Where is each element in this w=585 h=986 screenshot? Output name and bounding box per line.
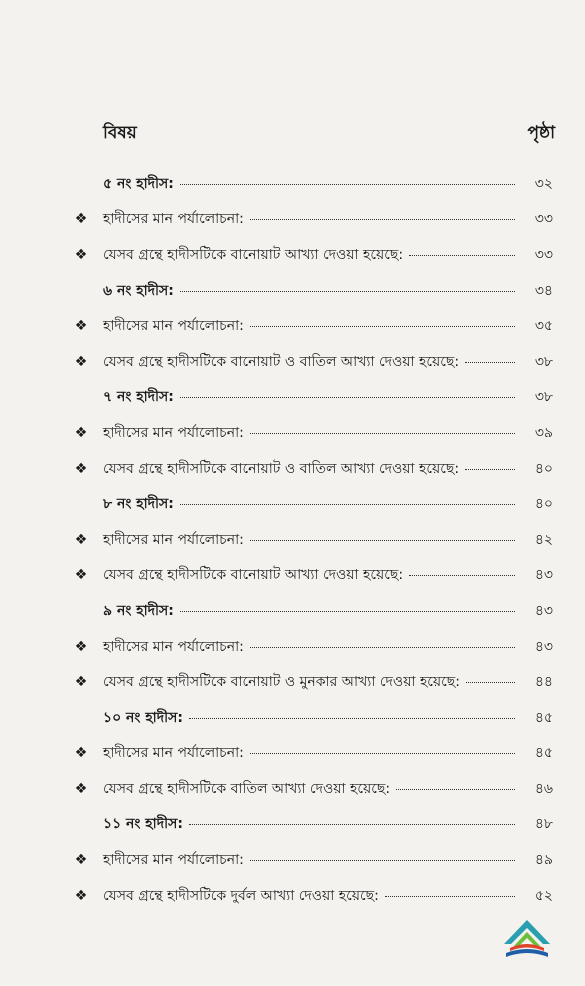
toc-entry-page: ৪৮ — [534, 816, 553, 833]
diamond-bullet-icon: ❖ — [74, 424, 88, 441]
diamond-bullet-icon: ❖ — [74, 887, 88, 904]
toc-entry-title: ৮ নং হাদীস: — [103, 496, 174, 513]
toc-entry-title: ৬ নং হাদীস: — [103, 282, 174, 299]
toc-entry-page: ৪৬ — [534, 780, 553, 797]
dot-leader — [250, 647, 515, 648]
diamond-bullet-icon: ❖ — [74, 674, 88, 691]
diamond-bullet-icon: ❖ — [74, 211, 88, 228]
toc-entry-page: ৪২ — [534, 531, 553, 548]
toc-entry[interactable] — [0, 593, 585, 629]
toc-entry-title: যেসব গ্রন্থে হাদীসটিকে বানোয়াট ও বাতিল আখ্যা দেওয়া হয়েছে: — [103, 460, 460, 477]
toc-entry-title: যেসব গ্রন্থে হাদীসটিকে বানোয়াট আখ্যা দেওয়া হয়েছে: — [103, 567, 404, 584]
diamond-bullet-icon: ❖ — [74, 460, 88, 477]
toc-entry-page: ৩৩ — [534, 246, 553, 263]
toc-entry[interactable] — [0, 344, 585, 380]
toc-entry-page: ৪০ — [534, 460, 553, 477]
dot-leader — [180, 611, 515, 612]
dot-leader — [465, 469, 515, 470]
dot-leader — [409, 575, 515, 576]
toc-entry-title: যেসব গ্রন্থে হাদীসটিকে বানোয়াট ও মুনকার আখ্যা দেওয়া হয়েছে: — [103, 674, 461, 691]
toc-entry-title: ৭ নং হাদীস: — [103, 389, 174, 406]
dot-leader — [396, 789, 515, 790]
dot-leader — [250, 540, 515, 541]
toc-entry-page: ৫২ — [534, 887, 553, 904]
dot-leader — [465, 362, 515, 363]
toc-entry[interactable] — [0, 308, 585, 344]
toc-entry-page: ৩৪ — [534, 282, 553, 299]
dot-leader — [250, 326, 515, 327]
toc-entry-page: ৩৫ — [534, 318, 553, 335]
toc-entry-page: ৪০ — [534, 496, 553, 513]
toc-entry-title: যেসব গ্রন্থে হাদীসটিকে বানোয়াট আখ্যা দেওয়া হয়েছে: — [103, 246, 404, 263]
toc-entry-title: হাদীসের মান পর্যালোচনা: — [103, 211, 244, 228]
toc-entry-title: হাদীসের মান পর্যালোচনা: — [103, 852, 244, 869]
toc-entry[interactable] — [0, 664, 585, 700]
toc-entry-title: হাদীসের মান পর্যালোচনা: — [103, 745, 244, 762]
toc-entry[interactable] — [0, 771, 585, 807]
toc-entry-page: ৪৫ — [534, 745, 553, 762]
toc-entry[interactable] — [0, 380, 585, 416]
toc-entry-title: ১১ নং হাদীস: — [103, 816, 183, 833]
diamond-bullet-icon: ❖ — [74, 638, 88, 655]
toc-entry[interactable] — [0, 522, 585, 558]
toc-entry[interactable] — [0, 166, 585, 202]
toc-entry-title: ৯ নং হাদীস: — [103, 602, 174, 619]
diamond-bullet-icon: ❖ — [74, 745, 88, 762]
toc-entry[interactable] — [0, 878, 585, 914]
dot-leader — [180, 184, 515, 185]
toc-entry-page: ৩৯ — [534, 424, 553, 441]
toc-entry-page: ৩৩ — [534, 211, 553, 228]
toc-entry-page: ৩২ — [534, 175, 553, 192]
toc-entry-title: ৫ নং হাদীস: — [103, 175, 174, 192]
toc-entry[interactable] — [0, 842, 585, 878]
toc-entry-title: হাদীসের মান পর্যালোচনা: — [103, 424, 244, 441]
toc-entry[interactable] — [0, 807, 585, 843]
toc-entry-page: ৪৩ — [534, 567, 553, 584]
toc-entry-page: ৪৫ — [534, 709, 553, 726]
toc-entry[interactable] — [0, 629, 585, 665]
toc-entry[interactable] — [0, 486, 585, 522]
dot-leader — [466, 682, 515, 683]
dot-leader — [180, 291, 515, 292]
diamond-bullet-icon: ❖ — [74, 780, 88, 797]
dot-leader — [385, 896, 515, 897]
toc-header — [103, 120, 555, 148]
toc-entry[interactable] — [0, 451, 585, 487]
toc-entry-title: হাদীসের মান পর্যালোচনা: — [103, 638, 244, 655]
diamond-bullet-icon: ❖ — [74, 531, 88, 548]
toc-entry-page: ৩৮ — [534, 389, 553, 406]
toc-entries — [0, 166, 585, 913]
dot-leader — [189, 718, 515, 719]
toc-entry[interactable] — [0, 237, 585, 273]
toc-entry-title: যেসব গ্রন্থে হাদীসটিকে বানোয়াট ও বাতিল আখ্যা দেওয়া হয়েছে: — [103, 353, 460, 370]
diamond-bullet-icon: ❖ — [74, 246, 88, 263]
dot-leader — [180, 397, 515, 398]
dot-leader — [250, 860, 515, 861]
dot-leader — [180, 504, 515, 505]
toc-entry-title: যেসব গ্রন্থে হাদীসটিকে বাতিল আখ্যা দেওয়া হয়েছে: — [103, 780, 391, 797]
dot-leader — [250, 433, 515, 434]
toc-entry[interactable] — [0, 736, 585, 772]
dot-leader — [250, 219, 515, 220]
diamond-bullet-icon: ❖ — [74, 567, 88, 584]
diamond-bullet-icon: ❖ — [74, 353, 88, 370]
toc-entry[interactable] — [0, 558, 585, 594]
dot-leader — [409, 255, 515, 256]
toc-entry-page: ৪৩ — [534, 602, 553, 619]
toc-entry[interactable] — [0, 700, 585, 736]
toc-entry[interactable] — [0, 415, 585, 451]
page-column-label: পৃষ্ঠা — [527, 123, 555, 143]
diamond-bullet-icon: ❖ — [74, 852, 88, 869]
diamond-bullet-icon: ❖ — [74, 318, 88, 335]
dot-leader — [189, 824, 515, 825]
toc-entry-title: হাদীসের মান পর্যালোচনা: — [103, 318, 244, 335]
subject-column-label: বিষয় — [103, 123, 137, 143]
toc-entry-page: ৪৩ — [534, 638, 553, 655]
toc-entry-title: ১০ নং হাদীস: — [103, 709, 183, 726]
dot-leader — [250, 753, 515, 754]
toc-entry-page: ৩৮ — [534, 353, 553, 370]
publisher-logo-icon — [500, 918, 554, 962]
toc-entry-page: ৪৯ — [534, 852, 553, 869]
toc-entry[interactable] — [0, 273, 585, 309]
toc-entry-page: ৪৪ — [534, 674, 553, 691]
toc-entry[interactable] — [0, 202, 585, 238]
toc-entry-title: যেসব গ্রন্থে হাদীসটিকে দুর্বল আখ্যা দেওয়া হয়েছে: — [103, 887, 379, 904]
toc-entry-title: হাদীসের মান পর্যালোচনা: — [103, 531, 244, 548]
